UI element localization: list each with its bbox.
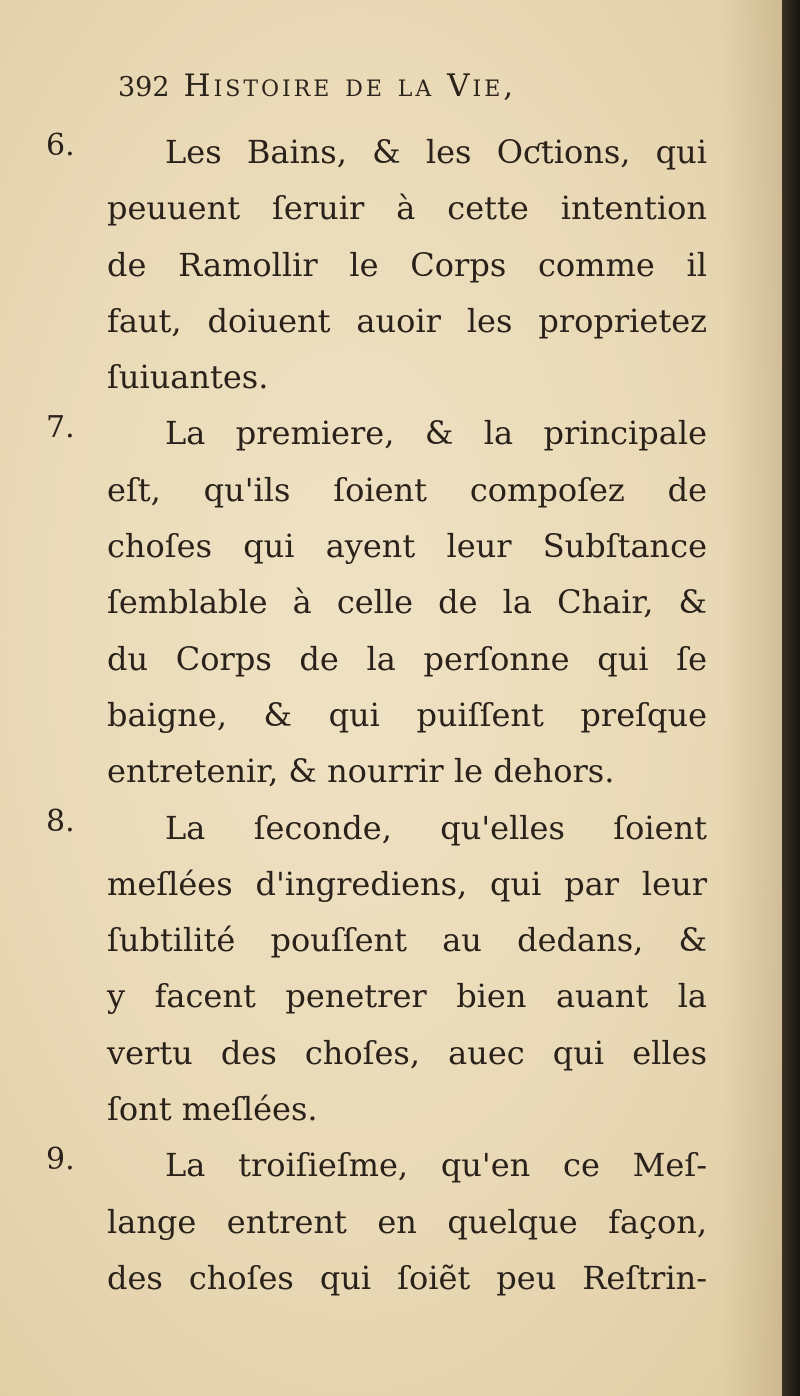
running-title: Histoire de la Vie, [183,68,517,104]
text-line: lange entrent en quelque façon, [107,1202,707,1241]
text-line: y facent penetrer bien auant la [107,977,707,1016]
paragraph-number-9: 9. [46,1142,75,1177]
book-edge [782,0,800,1396]
text-line: La premiere, & la principale [165,414,707,453]
paragraph-number-7: 7. [46,410,75,445]
text-line: baigne, & qui puiſſent preſque [107,695,707,734]
text-line: entretenir, & nourrir le dehors. [107,752,615,791]
text-line: faut, doiuent auoir les proprietez [107,301,707,340]
text-line: des choſes qui ſoiẽt peu Reſtrin- [107,1258,707,1297]
text-line: de Ramollir le Corps comme il [107,245,707,284]
text-line: ſemblable à celle de la Chair, & [107,583,707,622]
text-line: La troiſieſme, qu'en ce Meſ- [165,1146,707,1185]
text-line: vertu des choſes, auec qui elles [107,1033,707,1072]
text-line: Les Bains, & les Oƈtions, qui [165,133,707,171]
running-header [118,68,516,104]
text-line: meſlées d'ingrediens, qui par leur [107,864,707,903]
text-line: choſes qui ayent leur Subſtance [107,527,707,566]
page-number: 392 [118,72,170,103]
paragraph-number-8: 8. [46,804,75,839]
text-line: peuuent ſeruir à cette intention [107,189,707,228]
text-line: ſont meſlées. [107,1090,318,1129]
text-line: ſubtilité pouſſent au dedans, & [107,921,707,960]
text-line: du Corps de la perſonne qui ſe [107,639,707,678]
body-text [107,124,707,1306]
page-fold-shadow [722,0,782,1396]
text-line: eſt, qu'ils ſoient compoſez de [107,470,707,509]
text-line: ſuiuantes. [107,358,269,397]
text-line: La ſeconde, qu'elles ſoient [165,808,707,847]
paragraph-number-6: 6. [46,128,75,163]
